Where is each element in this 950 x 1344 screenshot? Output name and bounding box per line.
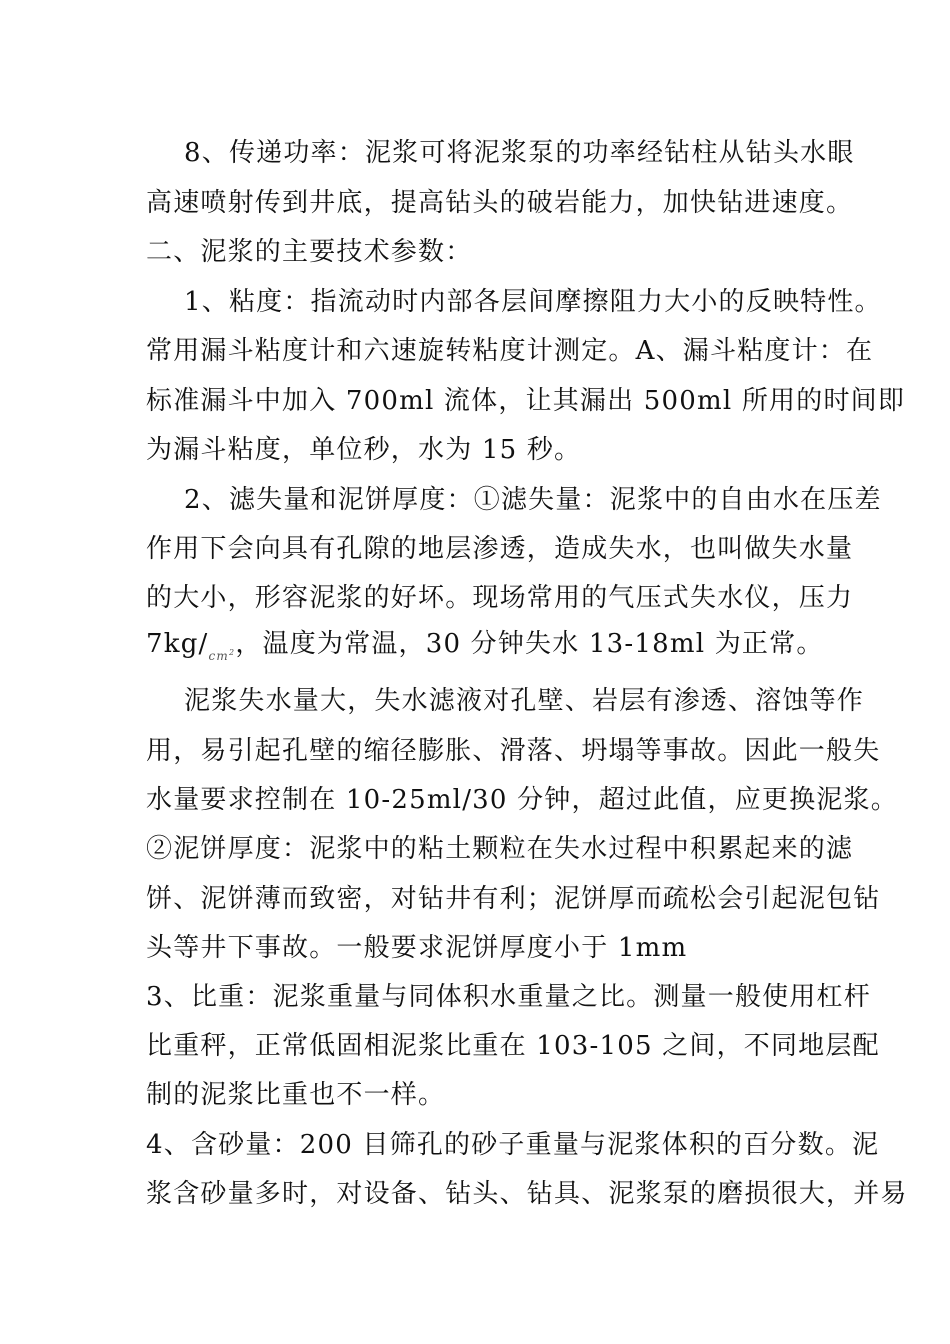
pressure-line-text: ，温度为常温，30 分钟失水 13-18ml 为正常。 (235, 629, 824, 659)
paragraph-line: 4、含砂量：200 目筛孔的砂子重量与泥浆体积的百分数。泥 (146, 1130, 880, 1160)
paragraph-line-pressure (146, 624, 824, 664)
paragraph-line: 为漏斗粘度，单位秒，水为 15 秒。 (146, 435, 582, 465)
paragraph-line: 常用漏斗粘度计和六速旋转粘度计测定。A、漏斗粘度计：在 (146, 336, 874, 366)
paragraph-line: 头等井下事故。一般要求泥饼厚度小于 1mm (146, 933, 688, 963)
paragraph-line: 水量要求控制在 10-25ml/30 分钟，超过此值，应更换泥浆。 (146, 785, 898, 815)
paragraph-line: ②泥饼厚度：泥浆中的粘土颗粒在失水过程中积累起来的滤 (146, 834, 854, 864)
paragraph-line: 3、比重：泥浆重量与同体积水重量之比。测量一般使用杠杆 (146, 982, 871, 1012)
paragraph-line: 2、滤失量和泥饼厚度：①滤失量：泥浆中的自由水在压差 (184, 485, 882, 515)
paragraph-line: 比重秤，正常低固相泥浆比重在 103-105 之间，不同地层配 (146, 1031, 880, 1061)
paragraph-line: 作用下会向具有孔隙的地层渗透，造成失水，也叫做失水量 (146, 534, 854, 564)
paragraph-line: 的大小，形容泥浆的好坏。现场常用的气压式失水仪，压力 (146, 583, 854, 613)
section-heading: 二、泥浆的主要技术参数： (146, 237, 473, 267)
paragraph-line: 饼、泥饼薄而致密，对钻井有利；泥饼厚而疏松会引起泥包钻 (146, 884, 881, 914)
paragraph-line: 8、传递功率：泥浆可将泥浆泵的功率经钻柱从钻头水眼 (184, 138, 855, 168)
paragraph-line: 浆含砂量多时，对设备、钻头、钻具、泥浆泵的磨损很大，并易 (146, 1179, 908, 1209)
paragraph-line: 制的泥浆比重也不一样。 (146, 1080, 446, 1110)
paragraph-line: 高速喷射传到井底，提高钻头的破岩能力，加快钻进速度。 (146, 188, 854, 218)
pressure-unit: cm2 (208, 648, 236, 663)
pressure-value: 7kg/ (146, 629, 209, 659)
paragraph-line: 1、粘度：指流动时内部各层间摩擦阻力大小的反映特性。 (184, 287, 882, 317)
paragraph-line: 用，易引起孔壁的缩径膨胀、滑落、坍塌等事故。因此一般失 (146, 736, 881, 766)
paragraph-line: 泥浆失水量大，失水滤液对孔壁、岩层有渗透、溶蚀等作 (184, 686, 865, 716)
paragraph-line: 标准漏斗中加入 700ml 流体，让其漏出 500ml 所用的时间即 (146, 386, 906, 416)
